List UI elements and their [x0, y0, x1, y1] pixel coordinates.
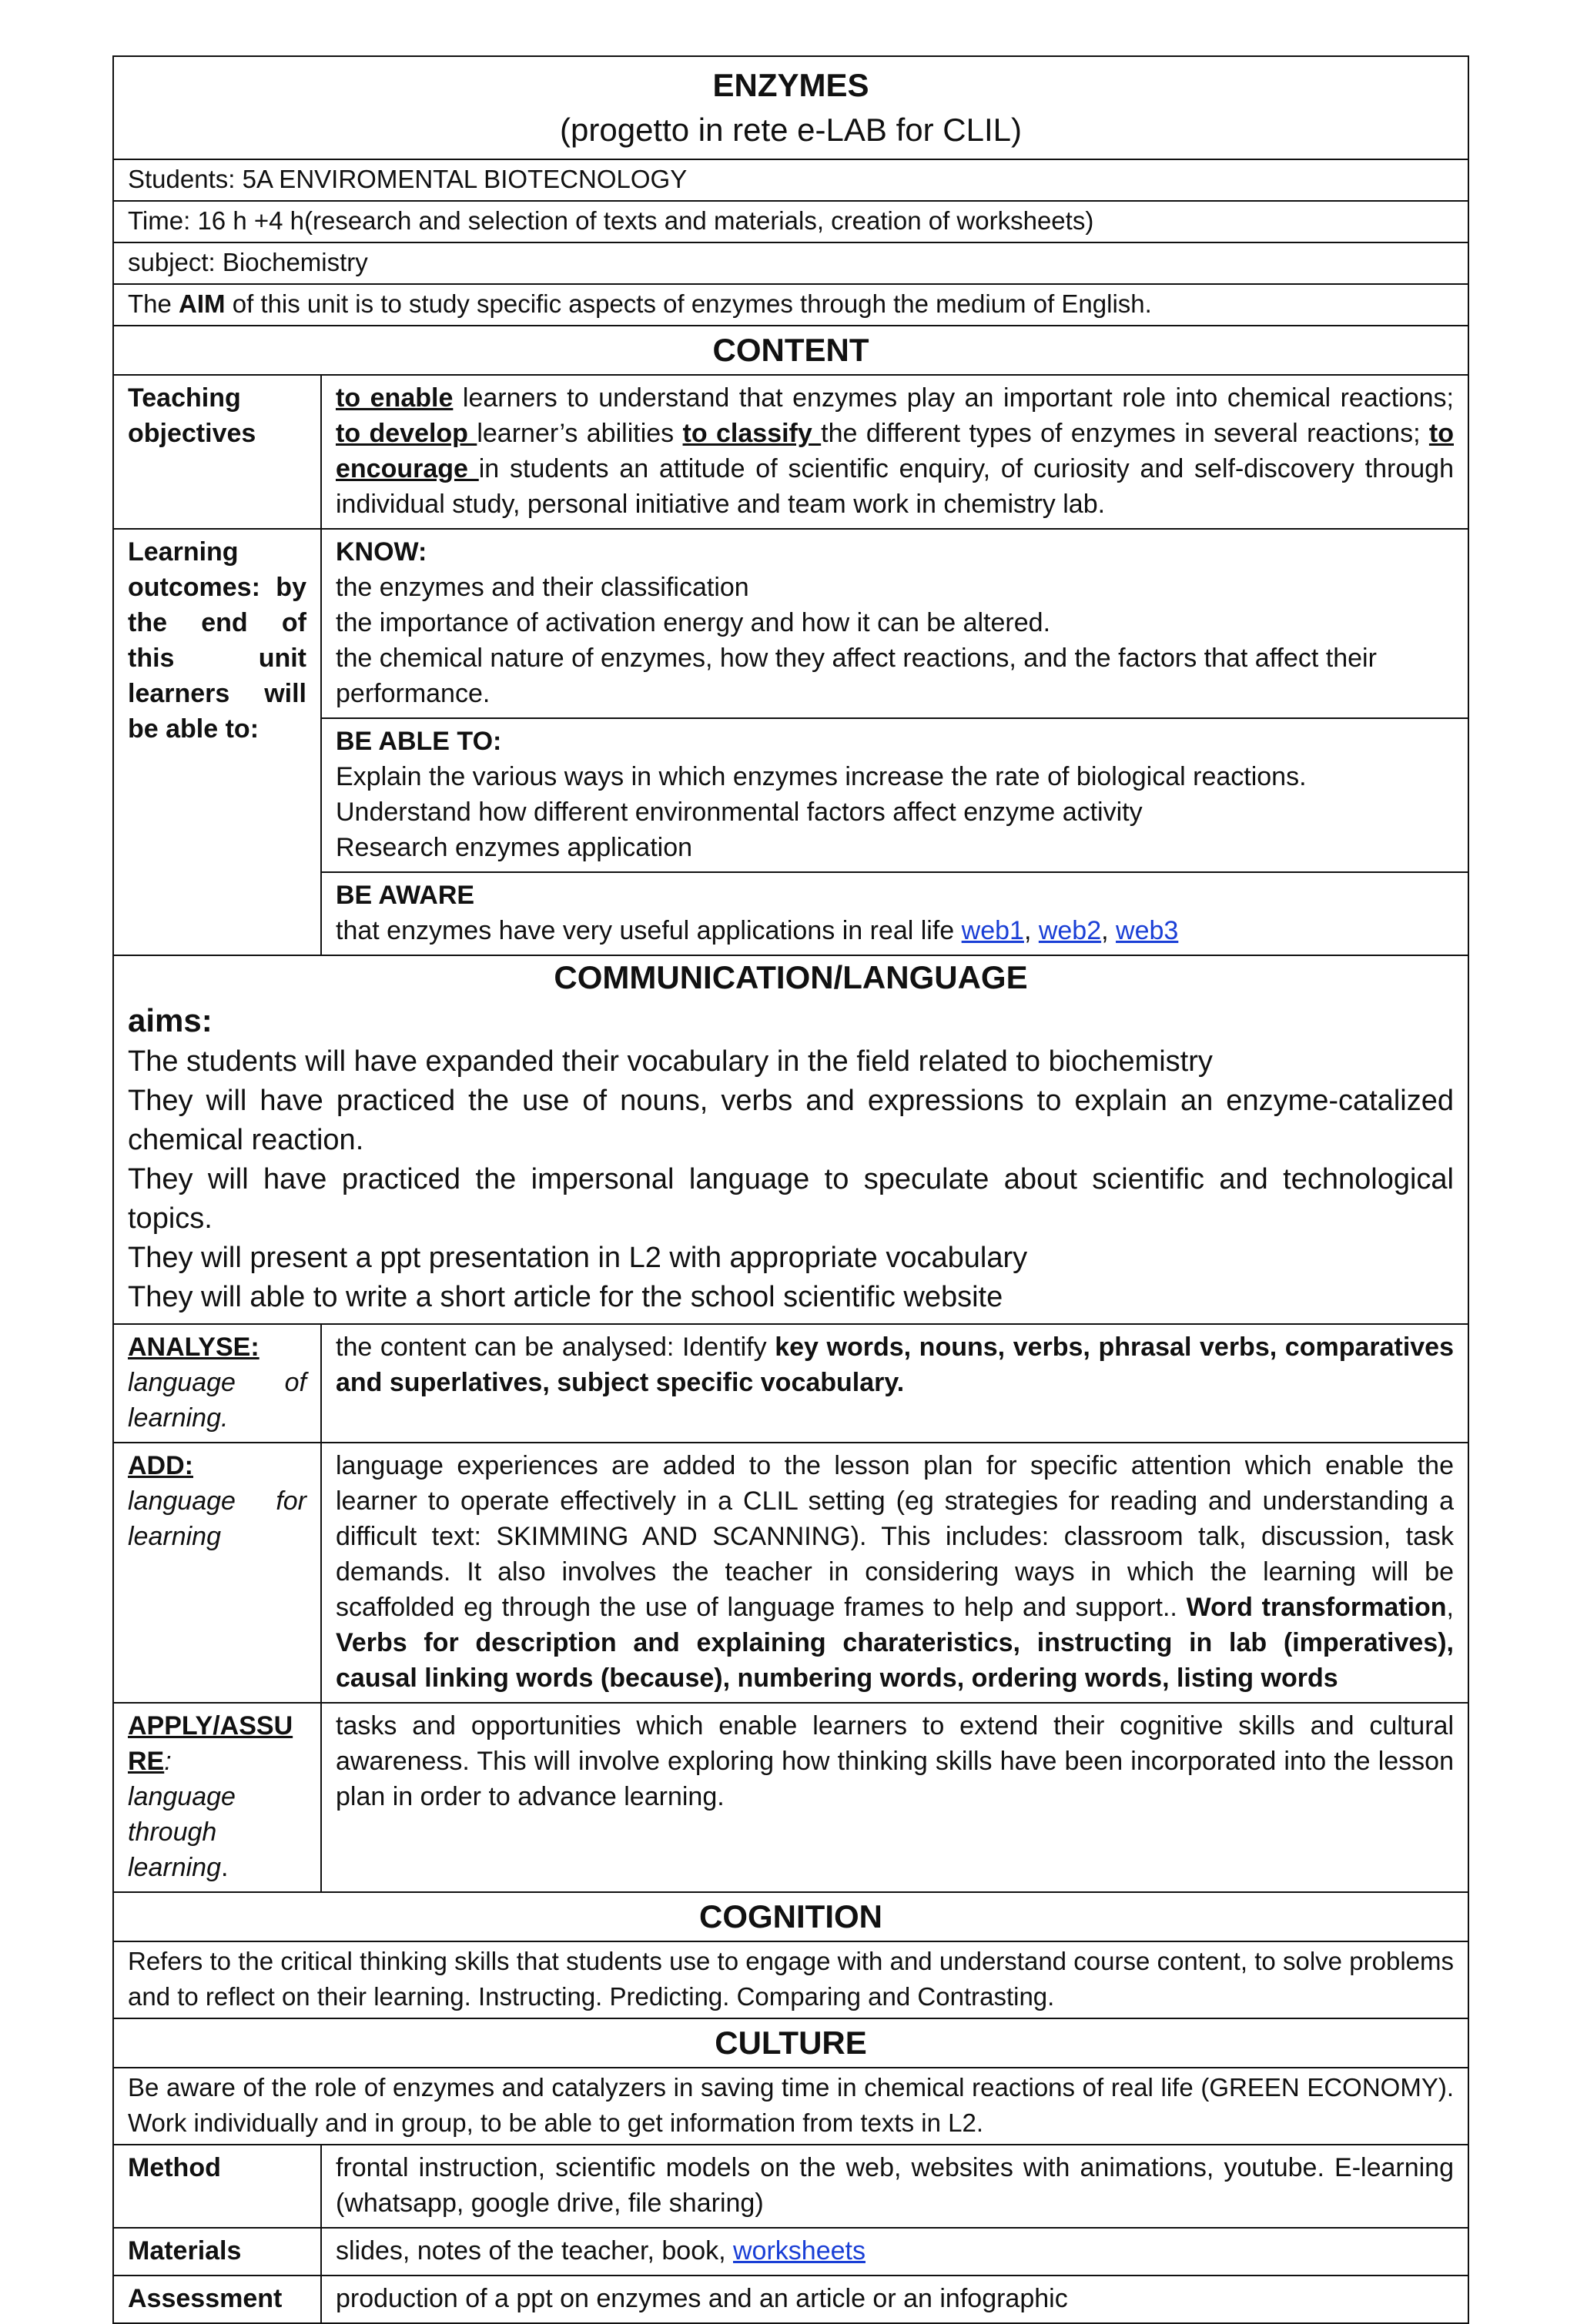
- know-line: the importance of activation energy and how it can be altered.: [336, 608, 1051, 637]
- be-aware-text: that enzymes have very useful applications in real life: [336, 916, 962, 945]
- apply-sublabel-line: [128, 1779, 306, 1885]
- content-heading: CONTENT: [113, 326, 1468, 375]
- document-title: ENZYMES: [712, 67, 869, 103]
- document-subtitle: (progetto in rete e-LAB for CLIL): [560, 112, 1022, 148]
- aims-line: They will have practiced the use of nouns, verbs and expressions to explain an enzyme-catalized chemical reaction.: [128, 1085, 1454, 1156]
- document: [112, 55, 1468, 2324]
- able-line: Explain the various ways in which enzymes increase the rate of biological reactions.: [336, 762, 1307, 791]
- objective-text-1: learners to understand that enzymes play an important role into chemical reactions;: [453, 383, 1455, 413]
- add-text-pre: language experiences are added to the lesson plan for specific attention which enable the learner to operate effectively in a CLIL setting (eg strategies for reading and understanding a difficult text: SKIMMING AND SCANNING). This includes: classroom talk, discussion, task demands. It also involves the teacher in considering ways in which the learning will be scaffolded eg through the use of language frames to help and support..: [336, 1451, 1454, 1622]
- be-aware-line: [336, 913, 1454, 948]
- objective-text-2: learner’s abilities: [477, 419, 683, 448]
- analyse-label-cell: [113, 1324, 321, 1443]
- know-cell: [321, 529, 1468, 718]
- aims-line: The students will have expanded their vocabulary in the field related to biochemistry: [128, 1045, 1213, 1078]
- time-row: Time: 16 h +4 h(research and selection of texts and materials, creation of worksheets): [113, 201, 1468, 242]
- aim-text-post: of this unit is to study specific aspects of enzymes through the medium of English.: [225, 289, 1152, 318]
- be-able-heading: BE ABLE TO:: [336, 727, 502, 756]
- method-label: Method: [113, 2145, 321, 2228]
- aim-keyword: AIM: [179, 289, 226, 318]
- apply-label-line: [128, 1708, 306, 1779]
- materials-label: Materials: [113, 2228, 321, 2276]
- communication-heading: COMMUNICATION/LANGUAGE: [554, 959, 1028, 995]
- aim-row: [113, 284, 1468, 326]
- cognition-heading: COGNITION: [113, 1892, 1468, 1941]
- add-label: ADD:: [128, 1451, 193, 1480]
- assessment-text: production of a ppt on enzymes and an article or an infographic: [321, 2276, 1468, 2323]
- students-row: Students: 5A ENVIROMENTAL BIOTECNOLOGY: [113, 159, 1468, 201]
- be-aware-heading: BE AWARE: [336, 881, 475, 910]
- analyse-label: ANALYSE:: [128, 1333, 259, 1362]
- able-line: Understand how different environmental factors affect enzyme activity: [336, 798, 1143, 827]
- know-line: the chemical nature of enzymes, how they affect reactions, and the factors that affect their performance.: [336, 644, 1377, 708]
- add-text-bold-2: Verbs for description and explaining charateristics, instructing in lab (imperatives), causal linking words (because), numbering words, ordering words, listing words: [336, 1628, 1454, 1693]
- learning-outcomes-label: Learning outcomes: by the end of this unit learners will be able to:: [113, 529, 321, 955]
- aims-line: They will able to write a short article for the school scientific website: [128, 1281, 1003, 1313]
- apply-text: tasks and opportunities which enable learners to extend their cognitive skills and cultural awareness. This will involve exploring how thinking skills have been incorporated into the lesson plan in order to advance learning.: [321, 1703, 1468, 1892]
- objective-text-3: the different types of enzymes in several reactions;: [821, 419, 1429, 448]
- add-text-mid: ,: [1446, 1593, 1454, 1622]
- analyse-text-pre: the content can be analysed: Identify: [336, 1333, 775, 1362]
- keyword-encourage: to encourage: [336, 419, 1454, 483]
- web1-link[interactable]: web1: [961, 916, 1024, 945]
- objective-text-4: in students an attitude of scientific enquiry, of curiosity and self-discovery through individual study, personal initiative and team work in chemistry lab.: [336, 454, 1454, 519]
- analyse-sublabel: language of learning.: [128, 1368, 306, 1433]
- subject-row: subject: Biochemistry: [113, 242, 1468, 284]
- keyword-classify: to classify: [682, 419, 822, 448]
- culture-text: Be aware of the role of enzymes and catalyzers in saving time in chemical reactions of real life (GREEN ECONOMY). Work individually and in group, to be able to get information from texts in L2.: [113, 2068, 1468, 2145]
- apply-label-cell: [113, 1703, 321, 1892]
- communication-cell: [113, 955, 1468, 1324]
- be-aware-cell: [321, 872, 1468, 955]
- able-line: Research enzymes application: [336, 833, 693, 862]
- materials-text-pre: slides, notes of the teacher, book,: [336, 2236, 733, 2265]
- teaching-objectives-text: [321, 375, 1468, 529]
- apply-colon: :: [164, 1747, 172, 1776]
- aims-line: They will have practiced the impersonal language to speculate about scientific and technological topics.: [128, 1163, 1454, 1235]
- apply-dot: .: [220, 1853, 229, 1882]
- apply-sublabel: language through learning: [128, 1782, 236, 1882]
- know-line: the enzymes and their classification: [336, 573, 749, 602]
- apply-label: APPLY/ASSURE: [128, 1711, 293, 1776]
- title-cell: [113, 56, 1468, 159]
- separator: ,: [1023, 916, 1039, 945]
- culture-heading: CULTURE: [113, 2018, 1468, 2068]
- aims-label: aims:: [128, 1002, 213, 1038]
- method-text: frontal instruction, scientific models on the web, websites with animations, youtube. E-learning (whatsapp, google drive, file sharing): [321, 2145, 1468, 2228]
- add-text-bold: Word transformation: [1186, 1593, 1447, 1622]
- add-label-cell: [113, 1443, 321, 1703]
- cognition-text: Refers to the critical thinking skills that students use to engage with and understand course content, to solve problems and to reflect on their learning. Instructing. Predicting. Comparing and Contrasting.: [113, 1941, 1468, 2018]
- aim-text-pre: The: [128, 289, 179, 318]
- teaching-objectives-label: Teaching objectives: [113, 375, 321, 529]
- keyword-develop: to develop: [336, 419, 477, 448]
- keyword-enable: to enable: [336, 383, 454, 413]
- web3-link[interactable]: web3: [1116, 916, 1179, 945]
- aims-line: They will present a ppt presentation in L2 with appropriate vocabulary: [128, 1242, 1028, 1274]
- analyse-text: [321, 1324, 1468, 1443]
- worksheets-link[interactable]: worksheets: [733, 2236, 866, 2265]
- web2-link[interactable]: web2: [1038, 916, 1102, 945]
- separator: ,: [1101, 916, 1117, 945]
- materials-text: [321, 2228, 1468, 2276]
- assessment-label: Assessment: [113, 2276, 321, 2323]
- lesson-plan-table: [112, 55, 1469, 2324]
- add-sublabel: language for learning: [128, 1486, 306, 1551]
- know-heading: KNOW:: [336, 537, 427, 567]
- be-able-cell: [321, 718, 1468, 872]
- analyse-text-bold: key words, nouns, verbs, phrasal verbs, comparatives and superlatives, subject specific vocabulary.: [336, 1333, 1455, 1397]
- add-text: [321, 1443, 1468, 1703]
